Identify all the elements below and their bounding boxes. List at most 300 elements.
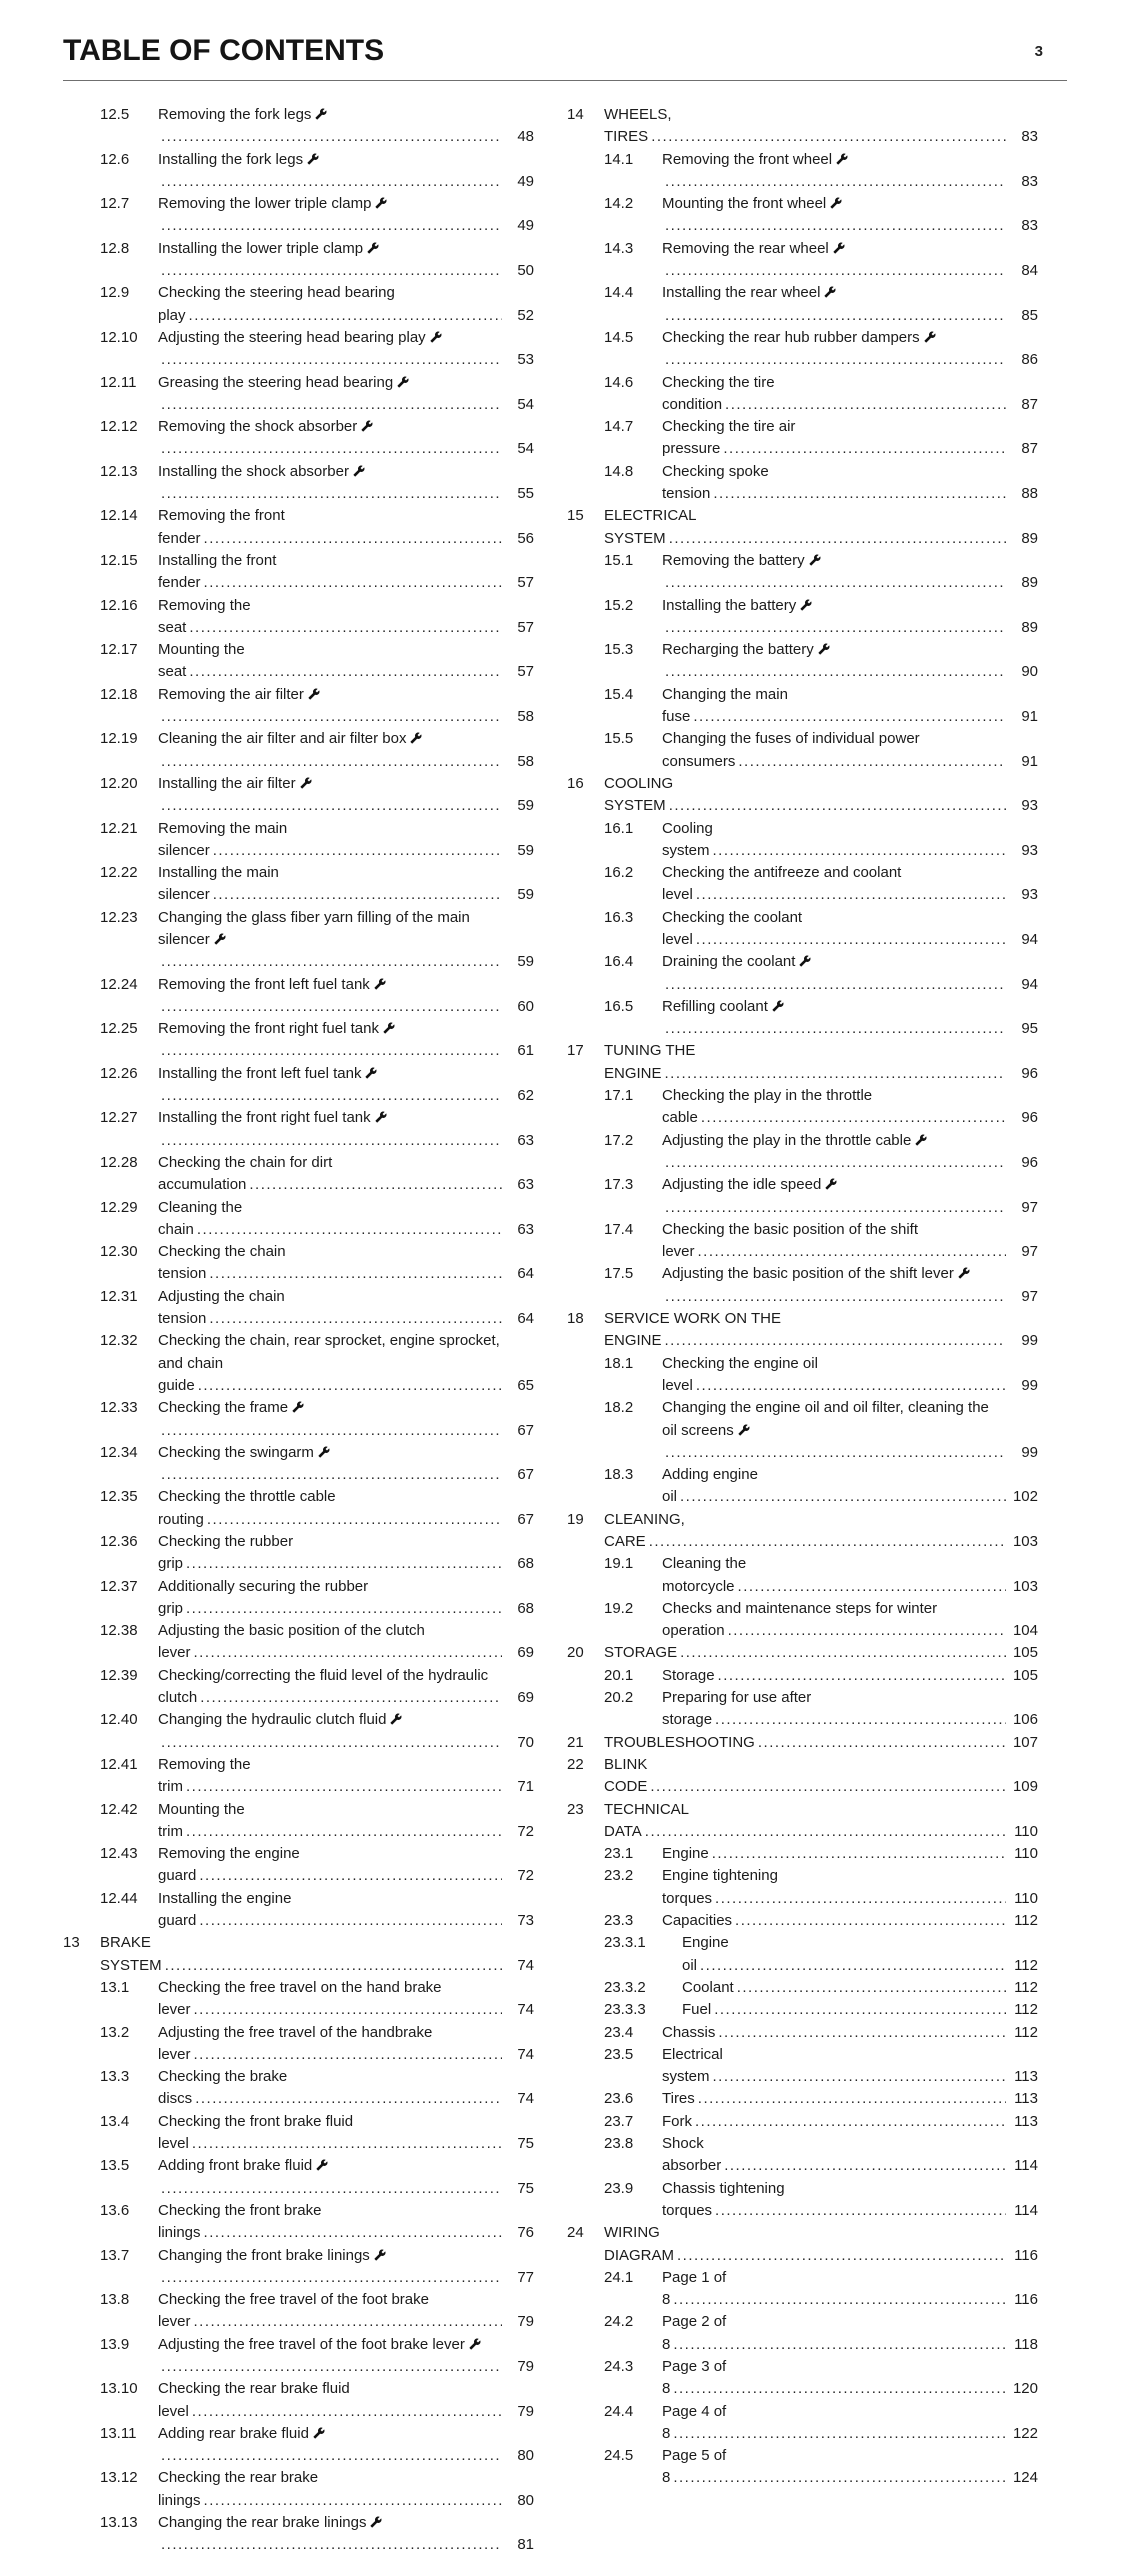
toc-entry-number: 12.7 — [100, 195, 130, 213]
toc-entry-label: Checking the engine oil level ⁠...................................................................................................................................................... — [662, 1353, 1006, 1398]
toc-entry-label: Installing the fork legs ⁠...................................................................................................................................................... — [158, 149, 502, 194]
toc-entry — [63, 1709, 534, 1754]
wrench-icon — [833, 242, 845, 254]
toc-entry-label: Installing the front fender ⁠...................................................................................................................................................... — [158, 550, 502, 595]
toc-entry — [567, 1799, 1038, 1844]
toc-entry-label: Adjusting the basic position of the shift lever ⁠...................................................................................................................................................... — [662, 1263, 1006, 1308]
toc-entry — [63, 461, 534, 506]
toc-entry — [567, 639, 1038, 684]
toc-entry-number: 23.6 — [604, 2090, 634, 2108]
toc-entry-page: 57 — [517, 618, 534, 636]
toc-entry-number: 12.33 — [100, 1399, 138, 1417]
toc-entry — [567, 550, 1038, 595]
toc-entry — [567, 2178, 1038, 2223]
toc-entry-label: Removing the rear wheel ⁠...................................................................................................................................................... — [662, 238, 1006, 283]
toc-entry — [567, 907, 1038, 952]
toc-entry — [63, 2334, 534, 2379]
toc-entry-number: 17.3 — [604, 1176, 634, 1194]
toc-entry-number: 23.3.1 — [604, 1934, 646, 1952]
wrench-icon — [307, 153, 319, 165]
toc-entry-label: Removing the trim ⁠...................................................................................................................................................... — [158, 1754, 502, 1799]
toc-entry-page: 73 — [517, 1912, 534, 1930]
toc-entry — [63, 372, 534, 417]
toc-entry-page: 124 — [1012, 2469, 1038, 2487]
toc-entry-number: 12.42 — [100, 1800, 138, 1818]
wrench-icon — [300, 777, 312, 789]
toc-entry-number: 14 — [567, 106, 584, 123]
toc-entry-label: TECHNICAL DATA ⁠...................................................................................................................................................... — [604, 1799, 1006, 1844]
toc-entry-label: Checking the chain, rear sprocket, engine sprocket, and chain guide ⁠...................................................................................................................................................... — [158, 1330, 502, 1397]
toc-entry-number: 13.9 — [100, 2335, 130, 2353]
toc-entry — [63, 550, 534, 595]
toc-entry-page: 99 — [1021, 1376, 1038, 1394]
toc-entry-page: 83 — [1021, 128, 1038, 146]
toc-entry-label: Checking the free travel on the hand brake lever ⁠...................................................................................................................................................... — [158, 1977, 502, 2022]
toc-entry-label: Refilling coolant ⁠...................................................................................................................................................... — [662, 996, 1006, 1041]
toc-entry-label: Removing the front left fuel tank ⁠...................................................................................................................................................... — [158, 974, 502, 1019]
toc-entry-label: Checking the throttle cable routing ⁠...................................................................................................................................................... — [158, 1486, 502, 1531]
toc-entry-label: Fork ⁠...................................................................................................................................................... — [662, 2111, 1006, 2133]
toc-entry-page: 74 — [517, 2045, 534, 2063]
toc-entry — [567, 1843, 1038, 1865]
toc-entry-number: 23.3.3 — [604, 2001, 646, 2019]
toc-entry — [63, 193, 534, 238]
toc-entry-number: 23.3.2 — [604, 1978, 646, 1996]
toc-entry-label: Checking/correcting the fluid level of the hydraulic clutch ⁠...................................................................................................................................................... — [158, 1665, 502, 1710]
toc-entry — [63, 2423, 534, 2468]
toc-entry-number: 18.2 — [604, 1399, 634, 1417]
wrench-icon — [316, 2159, 328, 2171]
toc-entry — [567, 1308, 1038, 1353]
toc-entry — [63, 1799, 534, 1844]
toc-entry-page: 91 — [1021, 752, 1038, 770]
toc-entry-label: Changing the glass fiber yarn filling of the main silencer ⁠...................................................................................................................................................... — [158, 907, 502, 974]
toc-entry-label: Mounting the trim ⁠...................................................................................................................................................... — [158, 1799, 502, 1844]
wrench-icon — [469, 2338, 481, 2350]
toc-entry — [63, 1977, 534, 2022]
toc-entry-label: Greasing the steering head bearing ⁠...................................................................................................................................................... — [158, 372, 502, 417]
page-title: TABLE OF CONTENTS — [63, 34, 385, 67]
toc-entry-label: Checking the swingarm ⁠...................................................................................................................................................... — [158, 1442, 502, 1487]
toc-entry-number: 15 — [567, 507, 584, 525]
toc-entry — [567, 2088, 1038, 2110]
wrench-icon — [365, 1067, 377, 1079]
toc-entry-page: 106 — [1012, 1711, 1038, 1729]
toc-entry-number: 12.13 — [100, 462, 138, 480]
toc-entry-number: 19.2 — [604, 1599, 634, 1617]
toc-entry — [567, 1999, 1038, 2021]
toc-entry-page: 103 — [1012, 1533, 1038, 1550]
wrench-icon — [390, 1713, 402, 1725]
toc-entry-page: 103 — [1012, 1577, 1038, 1595]
toc-entry-label: Checking the brake discs ⁠...................................................................................................................................................... — [158, 2066, 502, 2111]
toc-entry-page: 58 — [517, 752, 534, 770]
toc-entry-number: 17.4 — [604, 1220, 634, 1238]
toc-entry — [567, 684, 1038, 729]
toc-entry-number: 23 — [567, 1800, 584, 1818]
toc-entry-number: 12.8 — [100, 239, 130, 257]
toc-entry-number: 12.23 — [100, 908, 138, 926]
toc-entry-number: 14.7 — [604, 418, 634, 436]
toc-entry-page: 80 — [517, 2491, 534, 2509]
toc-entry — [567, 1219, 1038, 1264]
toc-entry-label: Checking the rear hub rubber dampers ⁠...................................................................................................................................................... — [662, 327, 1006, 372]
toc-entry — [63, 2467, 534, 2512]
toc-entry-page: 99 — [1021, 1332, 1038, 1350]
toc-entry — [63, 1330, 534, 1397]
wrench-icon — [370, 2516, 382, 2528]
toc-entry-number: 16.2 — [604, 864, 634, 882]
toc-entry-page: 50 — [517, 262, 534, 280]
toc-entry-number: 12.44 — [100, 1889, 138, 1907]
toc-entry — [63, 2289, 534, 2334]
toc-entry-label: Coolant ⁠...................................................................................................................................................... — [682, 1977, 1006, 1999]
wrench-icon — [361, 420, 373, 432]
toc-entry-page: 79 — [517, 2313, 534, 2331]
toc-entry-label: Installing the air filter ⁠...................................................................................................................................................... — [158, 773, 502, 818]
wrench-icon — [738, 1424, 750, 1436]
toc-entry-page: 84 — [1021, 262, 1038, 280]
toc-entry-page: 94 — [1021, 930, 1038, 948]
toc-entry-number: 12.21 — [100, 819, 138, 837]
toc-entry — [63, 2022, 534, 2067]
toc-entry-page: 107 — [1012, 1733, 1038, 1751]
toc-entry-page: 110 — [1014, 1889, 1038, 1907]
toc-entry-number: 13.12 — [100, 2469, 138, 2487]
toc-entry-number: 16.4 — [604, 953, 634, 971]
wrench-icon — [375, 1111, 387, 1123]
toc-entry-page: 54 — [517, 395, 534, 413]
toc-entry — [567, 951, 1038, 996]
wrench-icon — [430, 331, 442, 343]
toc-entry-page: 72 — [517, 1822, 534, 1840]
toc-entry-number: 12.6 — [100, 150, 130, 168]
toc-entry-label: Changing the rear brake linings ⁠...................................................................................................................................................... — [158, 2512, 502, 2557]
toc-entry-page: 81 — [517, 2536, 534, 2554]
toc-entry — [567, 2222, 1038, 2267]
toc-entry-number: 23.1 — [604, 1845, 634, 1863]
toc-entry-page: 70 — [517, 1733, 534, 1751]
toc-entry-number: 12.24 — [100, 975, 138, 993]
toc-entry-number: 12.20 — [100, 774, 138, 792]
toc-entry-number: 12.40 — [100, 1711, 138, 1729]
toc-entry-page: 75 — [517, 2179, 534, 2197]
toc-entry-label: STORAGE ⁠...................................................................................................................................................... — [604, 1642, 1006, 1664]
toc-entry — [63, 1152, 534, 1197]
toc-entry-page: 54 — [517, 440, 534, 458]
toc-entry-label: Storage ⁠...................................................................................................................................................... — [662, 1665, 1006, 1687]
toc-entry-label: Additionally securing the rubber grip ⁠...................................................................................................................................................... — [158, 1576, 502, 1621]
toc-entry-label: ELECTRICAL SYSTEM ⁠...................................................................................................................................................... — [604, 505, 1006, 550]
toc-entry-page: 85 — [1021, 306, 1038, 324]
toc-entry — [567, 2267, 1038, 2312]
toc-entry-label: Installing the front left fuel tank ⁠...................................................................................................................................................... — [158, 1063, 502, 1108]
toc-entry — [567, 1754, 1038, 1799]
wrench-icon — [830, 197, 842, 209]
toc-entry-label: Checking the chain tension ⁠...................................................................................................................................................... — [158, 1241, 502, 1286]
toc-entry-label: Checking spoke tension ⁠...................................................................................................................................................... — [662, 461, 1006, 506]
toc-entry-page: 59 — [517, 953, 534, 971]
toc-entry-label: Changing the fuses of individual power consumers ⁠...................................................................................................................................................... — [662, 728, 1006, 773]
toc-entry-page: 112 — [1014, 2023, 1038, 2041]
toc-entry-label: Checking the basic position of the shift lever ⁠...................................................................................................................................................... — [662, 1219, 1006, 1264]
toc-entry — [63, 2111, 534, 2156]
toc-entry — [567, 862, 1038, 907]
toc-entry — [567, 1464, 1038, 1509]
toc-entry-label: Fuel ⁠...................................................................................................................................................... — [682, 1999, 1006, 2021]
toc-entry-number: 14.2 — [604, 195, 634, 213]
toc-entry-page: 83 — [1021, 172, 1038, 190]
toc-columns — [63, 104, 1039, 2557]
toc-entry-page: 58 — [517, 708, 534, 726]
toc-entry-number: 16.1 — [604, 819, 634, 837]
toc-entry-number: 22 — [567, 1755, 584, 1773]
toc-entry-number: 12.36 — [100, 1533, 138, 1550]
title-rule — [63, 80, 1067, 81]
toc-entry-number: 19.1 — [604, 1555, 634, 1573]
toc-entry-number: 13.7 — [100, 2246, 130, 2264]
toc-entry-label: Checking the antifreeze and coolant level ⁠...................................................................................................................................................... — [662, 862, 1006, 907]
toc-entry-page: 89 — [1021, 618, 1038, 636]
toc-entry-number: 13 — [63, 1934, 80, 1952]
toc-entry-label: Installing the main silencer ⁠...................................................................................................................................................... — [158, 862, 502, 907]
wrench-icon — [809, 554, 821, 566]
toc-entry-number: 12.41 — [100, 1755, 138, 1773]
wrench-icon — [375, 197, 387, 209]
toc-entry — [567, 461, 1038, 506]
wrench-icon — [374, 978, 386, 990]
toc-entry-number: 13.13 — [100, 2514, 138, 2532]
toc-entry-page: 62 — [517, 1087, 534, 1105]
toc-entry-label: Removing the main silencer ⁠...................................................................................................................................................... — [158, 818, 502, 863]
toc-entry-label: Checking the steering head bearing play ⁠...................................................................................................................................................... — [158, 282, 502, 327]
toc-entry — [567, 1553, 1038, 1598]
wrench-icon — [924, 331, 936, 343]
toc-entry — [567, 372, 1038, 417]
toc-entry-label: Chassis tightening torques ⁠...................................................................................................................................................... — [662, 2178, 1006, 2223]
toc-entry-page: 113 — [1014, 2068, 1038, 2086]
toc-entry — [63, 416, 534, 461]
toc-entry-page: 90 — [1021, 663, 1038, 681]
toc-entry-page: 105 — [1012, 1644, 1038, 1662]
toc-entry-label: Checking the play in the throttle cable ⁠...................................................................................................................................................... — [662, 1085, 1006, 1130]
toc-entry-number: 13.1 — [100, 1978, 130, 1996]
toc-entry-number: 23.5 — [604, 2045, 634, 2063]
toc-entry-number: 12.34 — [100, 1443, 138, 1461]
toc-entry-number: 12.17 — [100, 641, 138, 659]
toc-entry-page: 71 — [517, 1778, 534, 1796]
toc-entry — [567, 1865, 1038, 1910]
toc-entry-label: Installing the rear wheel ⁠...................................................................................................................................................... — [662, 282, 1006, 327]
toc-entry-page: 77 — [517, 2268, 534, 2286]
toc-entry-number: 15.1 — [604, 551, 634, 569]
toc-entry — [63, 1665, 534, 1710]
toc-entry-label: Tires ⁠...................................................................................................................................................... — [662, 2088, 1006, 2110]
toc-entry-page: 109 — [1012, 1778, 1038, 1796]
toc-entry-page: 104 — [1012, 1622, 1038, 1640]
toc-entry-page: 116 — [1014, 2246, 1038, 2264]
toc-entry-number: 14.6 — [604, 373, 634, 391]
toc-entry — [567, 728, 1038, 773]
toc-entry-page: 112 — [1014, 2001, 1038, 2019]
toc-entry-label: Adding front brake fluid ⁠...................................................................................................................................................... — [158, 2155, 502, 2200]
toc-entry-label: Mounting the seat ⁠...................................................................................................................................................... — [158, 639, 502, 684]
toc-entry — [63, 639, 534, 684]
toc-entry-page: 116 — [1014, 2291, 1038, 2309]
toc-entry-page: 88 — [1021, 485, 1038, 503]
wrench-icon — [772, 1000, 784, 1012]
toc-entry-label: Installing the lower triple clamp ⁠...................................................................................................................................................... — [158, 238, 502, 283]
wrench-icon — [958, 1267, 970, 1279]
toc-entry — [567, 149, 1038, 194]
wrench-icon — [410, 732, 422, 744]
toc-entry-number: 14.8 — [604, 462, 634, 480]
toc-entry — [567, 1932, 1038, 1977]
toc-entry-page: 89 — [1021, 529, 1038, 547]
toc-entry-number: 16.5 — [604, 997, 634, 1015]
toc-entry-number: 14.5 — [604, 328, 634, 346]
toc-entry — [63, 907, 534, 974]
toc-entry — [567, 1397, 1038, 1464]
toc-entry-page: 69 — [517, 1644, 534, 1662]
toc-entry — [63, 818, 534, 863]
toc-entry-page: 74 — [517, 2001, 534, 2019]
toc-entry — [567, 1977, 1038, 1999]
toc-entry-number: 13.8 — [100, 2291, 130, 2309]
toc-entry-label: Checking the tire condition ⁠...................................................................................................................................................... — [662, 372, 1006, 417]
toc-entry — [63, 1888, 534, 1933]
toc-entry-label: Chassis ⁠...................................................................................................................................................... — [662, 2022, 1006, 2044]
page-header — [63, 34, 1067, 68]
wrench-icon — [825, 1178, 837, 1190]
toc-entry-page: 118 — [1014, 2335, 1038, 2353]
toc-entry-number: 12.25 — [100, 1020, 138, 1038]
toc-entry — [63, 282, 534, 327]
toc-entry-page: 102 — [1012, 1488, 1038, 1506]
toc-entry-label: Preparing for use after storage ⁠...................................................................................................................................................... — [662, 1687, 1006, 1732]
toc-entry-page: 68 — [517, 1599, 534, 1617]
wrench-icon — [374, 2249, 386, 2261]
toc-entry-number: 17 — [567, 1042, 584, 1060]
toc-column-right — [567, 104, 1038, 2557]
toc-entry-label: Adjusting the idle speed ⁠...................................................................................................................................................... — [662, 1174, 1006, 1219]
toc-entry-number: 18 — [567, 1310, 584, 1328]
toc-entry-number: 13.5 — [100, 2157, 130, 2175]
toc-entry-label: Page 2 of 8 ⁠...................................................................................................................................................... — [662, 2311, 1006, 2356]
toc-entry-label: Adjusting the steering head bearing play ⁠...................................................................................................................................................... — [158, 327, 502, 372]
toc-entry-label: Checking the rear brake fluid level ⁠...................................................................................................................................................... — [158, 2378, 502, 2423]
toc-entry-number: 12.15 — [100, 551, 138, 569]
toc-entry — [63, 773, 534, 818]
toc-entry-label: Adjusting the chain tension ⁠...................................................................................................................................................... — [158, 1286, 502, 1331]
toc-entry-page: 76 — [517, 2224, 534, 2242]
toc-entry-number: 24.1 — [604, 2268, 634, 2286]
wrench-icon — [214, 933, 226, 945]
toc-entry-page: 52 — [517, 306, 534, 324]
toc-entry-label: Cooling system ⁠...................................................................................................................................................... — [662, 818, 1006, 863]
toc-entry-number: 12.31 — [100, 1287, 138, 1305]
toc-entry-label: Checking the frame ⁠...................................................................................................................................................... — [158, 1397, 502, 1442]
toc-entry — [567, 1732, 1038, 1754]
toc-entry-label: Removing the front wheel ⁠...................................................................................................................................................... — [662, 149, 1006, 194]
toc-entry-label: Removing the front fender ⁠...................................................................................................................................................... — [158, 505, 502, 550]
toc-entry-label: Adjusting the basic position of the clutch lever ⁠...................................................................................................................................................... — [158, 1620, 502, 1665]
toc-entry — [567, 2356, 1038, 2401]
toc-entry-page: 89 — [1021, 574, 1038, 592]
toc-entry-number: 13.3 — [100, 2068, 130, 2086]
toc-entry-label: Checking the coolant level ⁠...................................................................................................................................................... — [662, 907, 1006, 952]
toc-entry-page: 96 — [1021, 1109, 1038, 1127]
toc-entry-page: 120 — [1012, 2380, 1038, 2398]
toc-entry — [63, 1197, 534, 1242]
toc-entry-page: 56 — [517, 529, 534, 547]
toc-entry-page: 112 — [1014, 1956, 1038, 1974]
toc-entry-number: 12.27 — [100, 1109, 138, 1127]
toc-entry-page: 61 — [517, 1042, 534, 1060]
toc-entry-label: Removing the fork legs ⁠...................................................................................................................................................... — [158, 104, 502, 149]
toc-entry-page: 48 — [517, 128, 534, 146]
toc-entry-page: 114 — [1014, 2157, 1038, 2175]
toc-entry-page: 110 — [1014, 1845, 1038, 1863]
toc-entry-label: Checks and maintenance steps for winter operation ⁠...................................................................................................................................................... — [662, 1598, 1006, 1643]
toc-entry-number: 12.22 — [100, 864, 138, 882]
toc-entry-page: 122 — [1012, 2424, 1038, 2442]
toc-entry-label: Shock absorber ⁠...................................................................................................................................................... — [662, 2133, 1006, 2178]
toc-entry-page: 59 — [517, 797, 534, 815]
toc-entry-number: 15.5 — [604, 730, 634, 748]
toc-entry-number: 14.3 — [604, 239, 634, 257]
toc-entry-number: 12.16 — [100, 596, 138, 614]
toc-entry-number: 13.10 — [100, 2380, 138, 2398]
toc-entry — [63, 1442, 534, 1487]
toc-entry — [63, 1576, 534, 1621]
toc-entry-number: 21 — [567, 1733, 584, 1751]
toc-entry-page: 110 — [1014, 1822, 1038, 1840]
toc-entry-page: 55 — [517, 485, 534, 503]
toc-entry — [567, 2022, 1038, 2044]
toc-entry-page: 63 — [517, 1131, 534, 1149]
toc-entry — [63, 728, 534, 773]
toc-entry-page: 57 — [517, 574, 534, 592]
toc-entry — [567, 1174, 1038, 1219]
toc-entry — [567, 1642, 1038, 1664]
toc-entry-label: Engine tightening torques ⁠...................................................................................................................................................... — [662, 1865, 1006, 1910]
toc-entry-label: Page 5 of 8 ⁠...................................................................................................................................................... — [662, 2445, 1006, 2490]
toc-entry — [63, 595, 534, 640]
toc-entry-number: 12.26 — [100, 1064, 138, 1082]
wrench-icon — [313, 2427, 325, 2439]
toc-entry-label: Removing the shock absorber ⁠...................................................................................................................................................... — [158, 416, 502, 461]
toc-entry — [63, 2200, 534, 2245]
toc-entry-label: CLEANING, CARE ⁠...................................................................................................................................................... — [604, 1509, 1006, 1554]
toc-entry-page: 105 — [1012, 1666, 1038, 1684]
toc-entry — [63, 1063, 534, 1108]
toc-entry-label: Checking the chain for dirt accumulation ⁠...................................................................................................................................................... — [158, 1152, 502, 1197]
toc-entry-number: 24.3 — [604, 2357, 634, 2375]
toc-entry-label: Adjusting the play in the throttle cable ⁠...................................................................................................................................................... — [662, 1130, 1006, 1175]
toc-entry-page: 69 — [517, 1689, 534, 1707]
toc-entry-label: Removing the air filter ⁠...................................................................................................................................................... — [158, 684, 502, 729]
toc-entry-label: COOLING SYSTEM ⁠...................................................................................................................................................... — [604, 773, 1006, 818]
toc-entry-label: Removing the engine guard ⁠...................................................................................................................................................... — [158, 1843, 502, 1888]
toc-entry-page: 68 — [517, 1555, 534, 1573]
toc-entry-label: TUNING THE ENGINE ⁠...................................................................................................................................................... — [604, 1040, 1006, 1085]
toc-entry-label: Recharging the battery ⁠...................................................................................................................................................... — [662, 639, 1006, 684]
toc-entry — [567, 282, 1038, 327]
toc-entry-label: Adjusting the free travel of the handbrake lever ⁠...................................................................................................................................................... — [158, 2022, 502, 2067]
toc-entry — [567, 1040, 1038, 1085]
wrench-icon — [799, 955, 811, 967]
